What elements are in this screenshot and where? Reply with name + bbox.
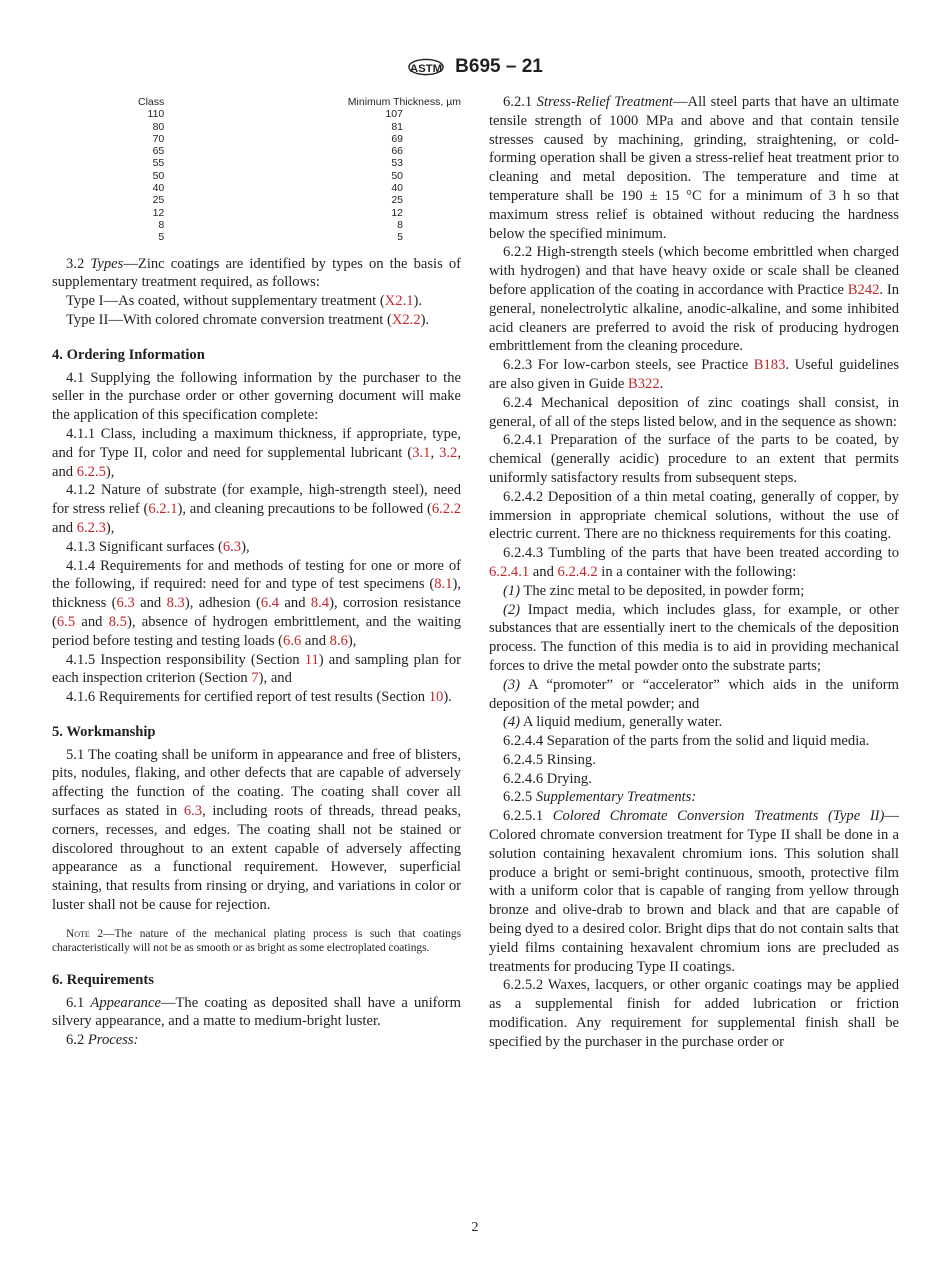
text-run: 3.2	[66, 255, 91, 272]
text-run: ).	[413, 293, 423, 310]
thickness-cell: 53	[391, 157, 403, 170]
text-run: The zinc metal to be deposited, in powder form;	[520, 582, 805, 599]
cross-reference-link[interactable]: 6.2.2	[431, 501, 461, 518]
cross-reference-link[interactable]: 6.3	[183, 803, 203, 820]
paragraph	[489, 488, 899, 544]
cross-reference-link[interactable]: 6.2.4.2	[557, 563, 598, 580]
note-label: Note	[66, 927, 90, 940]
thickness-cell: 81	[391, 120, 403, 133]
class-cell: 40	[152, 182, 165, 195]
text-run: and	[529, 563, 558, 580]
text-run: ),	[105, 519, 115, 536]
text-run: A “promoter” or “accelerator” which aids in the uniform deposition of the metal powder; and	[489, 676, 899, 712]
text-run: ), and cleaning precautions to be followed (	[177, 501, 432, 518]
text-run: —Zinc coatings are identified by types on the basis of supplementary treatment required, as follows:	[52, 255, 462, 291]
table-row	[138, 182, 461, 194]
thickness-cell: 12	[391, 206, 403, 219]
thickness-cell: 107	[385, 108, 403, 121]
text-run: 6.2.1	[503, 94, 537, 110]
table-row	[138, 157, 461, 169]
paragraph	[489, 713, 899, 732]
cross-reference-link[interactable]: X2.1	[384, 293, 414, 310]
paragraph	[489, 601, 899, 676]
table-row	[138, 207, 461, 219]
italic-text: (1)	[503, 582, 521, 599]
cross-reference-link[interactable]: 3.1	[412, 444, 431, 461]
paragraph	[52, 292, 461, 311]
text-run: 4. Ordering Information	[52, 346, 205, 363]
paragraph	[489, 788, 899, 807]
text-run: 4.1.6 Requirements for certified report of test results (Section	[66, 689, 429, 706]
text-run: 6.2.4.4 Separation of the parts from the solid and liquid media.	[503, 733, 870, 750]
thickness-cell: 66	[391, 145, 403, 158]
text-run: ).	[420, 311, 430, 328]
text-run: and	[52, 519, 77, 536]
text-run: Impact media, which includes glass, for example, or other substances that are essentially inert to the chemicals of the deposition process. The function of this media is to aid in providing mechanical forces to drive the metal powder onto the substrate parts;	[489, 601, 899, 674]
paragraph	[52, 538, 461, 557]
class-cell: 70	[152, 132, 165, 145]
text-run: and	[75, 613, 109, 630]
class-cell: 12	[152, 206, 165, 219]
thickness-cell: 8	[397, 218, 403, 231]
text-run: .	[659, 375, 664, 392]
paragraph	[52, 311, 461, 330]
svg-text:ASTM: ASTM	[410, 62, 443, 75]
text-run: and	[301, 632, 330, 649]
cross-reference-link[interactable]: 8.1	[434, 576, 453, 593]
paragraph	[52, 255, 461, 293]
cross-reference-link[interactable]: 8.6	[329, 632, 348, 649]
paragraph	[489, 582, 899, 601]
thickness-cell: 50	[391, 169, 403, 182]
table-row	[138, 231, 461, 243]
class-cell: 55	[152, 157, 165, 170]
text-run: 6.2.4.2 Deposition of a thin metal coating, generally of copper, by immersion in appropriate chemical solutions, without the use of electric current. There are no thickness requirements for this coating.	[489, 488, 899, 543]
cross-reference-link[interactable]: 6.2.1	[148, 501, 178, 518]
cross-reference-link[interactable]: 8.4	[310, 595, 330, 612]
cross-reference-link[interactable]: 7	[251, 670, 259, 687]
text-run: 4.1.2 Nature of substrate (for example, high-strength steel), need for stress relief (	[52, 482, 461, 518]
text-run: 5. Workmanship	[52, 723, 156, 740]
paragraph	[489, 976, 899, 1051]
page-header	[0, 52, 950, 82]
italic-text: Supplementary Treatments:	[535, 789, 697, 806]
text-run: , including roots of threads, thread peaks, corners, recesses, and edges. The coating shall not be stained or discolored throughout to an extent capable of adversely affecting appearance as a functional requirement. However, superficial staining, that results from rinsing or drying, and variations in color or luster shall not be cause for rejection.	[52, 803, 461, 914]
paragraph	[489, 751, 899, 770]
italic-text: Colored Chromate Conversion Treatments (Type II)	[552, 808, 885, 825]
cross-reference-link[interactable]: B322	[628, 375, 660, 392]
document-code: B695 – 21	[455, 56, 543, 77]
cross-reference-link[interactable]: 6.2.4.1	[489, 563, 530, 580]
text-run: 4.1.4 Requirements for and methods of testing for one or more of the following, if required: need for and type of test specimens (	[52, 557, 461, 593]
paragraph	[52, 425, 461, 481]
text-run: 6. Requirements	[52, 971, 154, 988]
text-run: and	[279, 595, 311, 612]
paragraph	[489, 431, 899, 487]
section-heading	[52, 971, 461, 990]
text-run: ),	[105, 463, 115, 480]
note	[52, 927, 461, 955]
italic-text: Appearance	[90, 994, 161, 1011]
thickness-cell: 69	[391, 132, 403, 145]
text-run: 6.2.2 High-strength steels (which become embrittled when charged with hydrogen) and that have heavy oxide or scale shall be cleaned before application of the coating in accordance with Practice	[489, 244, 899, 298]
paragraph	[52, 746, 461, 915]
text-run: 6.2.4.6 Drying.	[503, 770, 592, 787]
text-run: . Useful guidelines are also given in Guide	[489, 357, 899, 392]
paragraph	[489, 544, 899, 582]
text-run: 4.1.5 Inspection responsibility (Section	[66, 651, 305, 668]
class-cell: 50	[152, 169, 165, 182]
text-run: Type II—With colored chromate conversion treatment (	[66, 311, 392, 328]
table-row	[138, 194, 461, 206]
paragraph	[52, 651, 461, 689]
paragraph	[52, 557, 461, 651]
paragraph	[489, 770, 899, 789]
paragraph	[489, 356, 899, 394]
text-run: 6.2.4.1 Preparation of the surface of the parts to be coated, by chemical (generally acidic) procedure to an extent that permits uniformly satisfactory results from subsequent steps.	[489, 432, 899, 486]
text-run: ), adhesion (	[184, 595, 261, 612]
paragraph	[52, 1031, 461, 1050]
thickness-cell: 25	[391, 194, 403, 207]
text-run: 4.1 Supplying the following information by the purchaser to the seller in the purchase order or other governing document will make the application of this specification complete:	[52, 369, 461, 424]
italic-text: (4)	[503, 714, 521, 731]
table-row	[138, 121, 461, 133]
text-run: ),	[347, 632, 357, 649]
italic-text: (2)	[503, 601, 521, 618]
text-run: 4.1.3 Significant surfaces (	[66, 538, 223, 555]
paragraph	[52, 994, 461, 1032]
astm-logo-icon	[407, 52, 445, 82]
section-heading	[52, 346, 461, 365]
text-run: Type I—As coated, without supplementary treatment (	[66, 293, 385, 310]
thickness-cell: 5	[397, 231, 403, 244]
cross-reference-link[interactable]: 10	[428, 689, 444, 706]
cross-reference-link[interactable]: 8.5	[108, 613, 127, 630]
cross-reference-link[interactable]: X2.2	[391, 311, 421, 328]
cross-reference-link[interactable]: B183	[753, 357, 786, 374]
text-run: ),	[241, 538, 250, 555]
text-run: 6.2.3 For low-carbon steels, see Practice	[503, 357, 754, 374]
text-run: —The coating as deposited shall have a uniform silvery appearance, and a matte to medium-bright luster.	[52, 994, 461, 1030]
text-run: 5.1 The coating shall be uniform in appearance and free of blisters, pits, nodules, flaking, and other defects that are capable of adversely affecting the function of the coating. The coating shall cover all surfaces as stated in	[52, 746, 461, 820]
paragraph	[52, 481, 461, 537]
column-header-thickness: Minimum Thickness, µm	[347, 96, 461, 108]
cross-reference-link[interactable]: 3.2	[439, 444, 458, 461]
text-run: A liquid medium, generally water.	[520, 714, 723, 731]
left-column	[52, 96, 461, 1050]
thickness-cell: 40	[391, 182, 403, 195]
class-cell: 8	[158, 218, 165, 231]
text-run: 6.2.4.3 Tumbling of the parts that have been treated according to	[503, 545, 899, 562]
text-run: ).	[443, 689, 452, 706]
text-run: ,	[430, 444, 440, 461]
class-cell: 80	[152, 120, 165, 133]
text-run: , and	[52, 444, 461, 480]
paragraph	[489, 394, 899, 432]
cross-reference-link[interactable]: B242	[847, 281, 880, 298]
text-run: ), corrosion resistance (	[52, 595, 461, 630]
class-cell: 110	[147, 108, 165, 121]
cross-reference-link[interactable]: 6.4	[260, 595, 280, 612]
text-run: ), absence of hydrogen embrittlement, and the waiting period before testing and testing loads (	[52, 613, 461, 649]
paragraph	[489, 807, 899, 976]
section-heading	[52, 723, 461, 742]
cross-reference-link[interactable]: 6.2.5	[76, 463, 106, 480]
class-cell: 25	[152, 194, 165, 207]
table-row	[138, 219, 461, 231]
right-column	[489, 93, 899, 1052]
italic-text: Types	[90, 255, 124, 272]
text-run: 6.2.5	[503, 789, 536, 806]
italic-text: (3)	[503, 676, 521, 693]
text-run: 6.2.5.2 Waxes, lacquers, or other organic coatings may be applied as a supplemental finish for added lubrication or friction modification. Any requirement for supplemental finish shall be specified by the purchaser in the purchase order or	[489, 977, 899, 1050]
table-row	[138, 108, 461, 120]
text-run: —Colored chromate conversion treatment for Type II shall be done in a solution containing hexavalent chromium ions. This solution shall produce a bright or semi-bright continuous, smooth, protective film with a uniform color that is capable of ranging from yellow through bronze and olive-drab to brown and black and that are capable of being dyed to a desired color. Bright dips that do not contain salts that yield films containing hexavalent chromium ions are precluded as treatments for producing Type II coatings.	[489, 808, 899, 975]
text-run: and	[134, 595, 167, 612]
text-run: 2—The nature of the mechanical plating process is such that coatings characteristically will not be as smooth or as bright as some electroplated coatings.	[52, 927, 461, 954]
text-run: 6.2	[66, 1032, 88, 1049]
text-run: 6.1	[66, 994, 91, 1011]
table-row	[138, 170, 461, 182]
text-run: 6.2.4 Mechanical deposition of zinc coatings shall consist, in general, of all of the steps listed below, and in the sequence as shown:	[489, 394, 899, 430]
paragraph	[489, 243, 899, 356]
paragraph	[489, 676, 899, 714]
text-run: 6.2.5.1	[503, 808, 553, 825]
class-cell: 5	[158, 231, 165, 244]
cross-reference-link[interactable]: 11	[304, 651, 319, 668]
italic-text: Stress-Relief Treatment	[536, 94, 673, 110]
cross-reference-link[interactable]: 6.3	[116, 595, 135, 612]
text-run: ) and sampling plan for each inspection criterion (Section	[52, 651, 461, 687]
class-cell: 65	[152, 145, 165, 158]
paragraph	[489, 732, 899, 751]
text-run: 6.2.4.5 Rinsing.	[503, 751, 596, 768]
cross-reference-link[interactable]: 6.6	[283, 632, 302, 649]
table-row	[138, 133, 461, 145]
paragraph	[489, 93, 899, 243]
cross-reference-link[interactable]: 8.3	[166, 595, 185, 612]
page-number: 2	[471, 1220, 479, 1235]
text-run: . In general, nonelectrolytic alkaline, anodic-alkaline, and some inhibited acid cleaners are preferred to avoid the risk of producing hydrogen embrittlement from the cleaning procedure.	[489, 281, 899, 355]
text-run: 4.1.1 Class, including a maximum thickness, if appropriate, type, and for Type II, color and need for supplemental lubricant (	[52, 425, 461, 461]
text-run: —All steel parts that have an ultimate tensile strength of 1000 MPa and above and that contain tensile stresses caused by machining, grinding, straightening, or cold-forming operation shall be given a stress-relief heat treatment prior to cleaning and metal deposition. The temperature and time at temperature shall be 190 ± 15 °C for a minimum of 3 h so that maximum stress relief is obtained without reducing the hardness below the specified minimum.	[489, 94, 899, 242]
text-run: ), thickness (	[52, 576, 461, 612]
cross-reference-link[interactable]: 6.5	[56, 613, 76, 630]
column-header-class: Class	[138, 96, 165, 108]
class-thickness-table	[138, 96, 461, 244]
italic-text: Process:	[87, 1032, 139, 1049]
cross-reference-link[interactable]: 6.2.3	[76, 519, 106, 536]
paragraph	[52, 688, 461, 707]
paragraph	[52, 369, 461, 425]
table-row	[138, 145, 461, 157]
text-run: ), and	[258, 670, 292, 687]
text-run: in a container with the following:	[597, 563, 797, 580]
cross-reference-link[interactable]: 6.3	[222, 538, 242, 555]
